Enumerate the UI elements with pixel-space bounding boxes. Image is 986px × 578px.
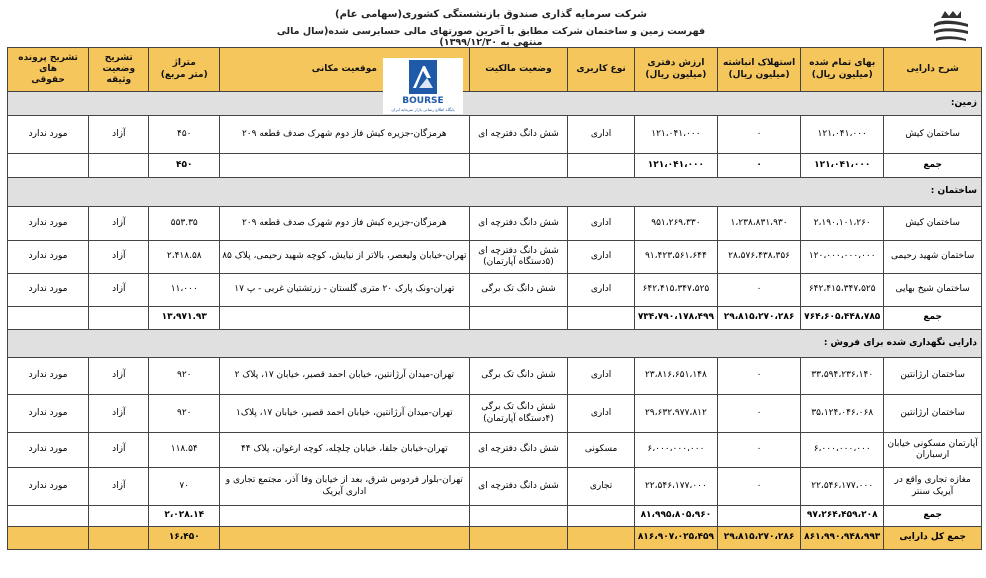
section-title: ساختمان :: [8, 178, 982, 207]
cell-total-depreciation: ۰: [717, 154, 800, 178]
cell-cost: ۳۵،۱۲۴،۰۴۶،۰۶۸: [801, 395, 884, 433]
cell-book-value: ۹۱،۴۲۳،۵۶۱،۶۴۴: [634, 241, 717, 274]
cell-collateral: آزاد: [89, 358, 149, 395]
cell-total-area: ۲،۰۲۸.۱۴: [149, 506, 220, 527]
cell-empty: [89, 307, 149, 330]
cell-empty: [568, 154, 635, 178]
assets-table: [7, 47, 982, 550]
cell-grand-total-cost: ۸۶۱،۹۹۰،۹۴۸،۹۹۳: [801, 527, 884, 550]
cell-empty: [568, 506, 635, 527]
cell-location: تهران-ونک پارک ۲۰ متری گلستان - زرتشتیان غربی - پ ۱۷: [220, 274, 469, 307]
cell-empty: [568, 307, 635, 330]
cell-total-cost: ۱۲۱،۰۴۱،۰۰۰: [801, 154, 884, 178]
cell-depreciation: ۰: [717, 395, 800, 433]
section-row-held-for-sale: [8, 330, 982, 358]
cell-ownership: شش دانگ تک برگی (۴دستگاه آپارتمان): [469, 395, 568, 433]
col-header-depreciation: استهلاک انباشته (میلیون ریال): [717, 48, 800, 92]
section-title: دارایی نگهداری شده برای فروش :: [8, 330, 982, 358]
cell-location: تهران-بلوار فردوس شرق، بعد از خیابان وفا آذر، مجتمع تجاری و اداری آیریک: [220, 468, 469, 506]
cell-collateral: آزاد: [89, 468, 149, 506]
cell-usage: اداری: [568, 207, 635, 241]
cell-depreciation: ۰: [717, 274, 800, 307]
cell-ownership: شش دانگ تک برگی: [469, 358, 568, 395]
cell-ownership: شش دانگ دفترچه ای: [469, 207, 568, 241]
cell-grand-total-label: جمع کل دارایی: [884, 527, 982, 550]
cell-collateral: آزاد: [89, 433, 149, 468]
cell-cost: ۱۲۰،۰۰۰،۰۰۰،۰۰۰: [801, 241, 884, 274]
cell-total-book-value: ۱۲۱،۰۴۱،۰۰۰: [634, 154, 717, 178]
cell-book-value: ۱۲۱،۰۴۱،۰۰۰: [634, 116, 717, 154]
cell-area: ۹۲۰: [149, 395, 220, 433]
cell-legal: مورد ندارد: [8, 274, 89, 307]
cell-cost: ۳۳،۵۹۴،۲۳۶،۱۴۰: [801, 358, 884, 395]
cell-area: ۹۲۰: [149, 358, 220, 395]
cell-grand-total-area: ۱۶،۴۵۰: [149, 527, 220, 550]
cell-total-area: ۴۵۰: [149, 154, 220, 178]
cell-description: ساختمان ارژانتین: [884, 358, 982, 395]
cell-total-cost: ۹۷،۲۶۴،۴۵۹،۲۰۸: [801, 506, 884, 527]
table-row: [8, 116, 982, 154]
col-header-ownership: وضعیت مالکیت: [469, 48, 568, 92]
section-row-buildings: [8, 178, 982, 207]
table-row: [8, 468, 982, 506]
cell-legal: مورد ندارد: [8, 358, 89, 395]
cell-grand-total-book-value: ۸۱۶،۹۰۷،۰۲۵،۴۵۹: [634, 527, 717, 550]
bourse-logo-icon: [383, 58, 463, 114]
col-header-usage: نوع کاربری: [568, 48, 635, 92]
cell-location: تهران-خیابان جلفا، خیابان چلچله، کوچه ارغوان، پلاک ۴۴: [220, 433, 469, 468]
cell-location: تهران-خیابان ولیعصر، بالاتر از نیایش، کوچه شهید رحیمی، پلاک ۸۵: [220, 241, 469, 274]
section-row-land: [8, 92, 982, 116]
bourse-logo-text: BOURSE: [402, 96, 444, 106]
cell-book-value: ۲۹،۶۳۲،۹۷۷،۸۱۲: [634, 395, 717, 433]
cell-empty: [469, 307, 568, 330]
col-header-book-value: ارزش دفتری (میلیون ریال): [634, 48, 717, 92]
table-row: [8, 433, 982, 468]
cell-empty: [89, 527, 149, 550]
subtotal-row-land: [8, 154, 982, 178]
cell-grand-total-depreciation: ۲۹،۸۱۵،۲۷۰،۲۸۶: [717, 527, 800, 550]
cell-empty: [220, 154, 469, 178]
cell-area: ۵۵۳.۳۵: [149, 207, 220, 241]
cell-empty: [469, 506, 568, 527]
cell-collateral: آزاد: [89, 241, 149, 274]
cell-area: ۱۱۸.۵۴: [149, 433, 220, 468]
col-header-location: موقعیت مکانی: [220, 48, 469, 92]
cell-depreciation: ۲۸،۵۷۶،۴۳۸،۳۵۶: [717, 241, 800, 274]
grand-total-row: [8, 527, 982, 550]
cell-ownership: شش دانگ دفترچه ای (۵دستگاه آپارتمان): [469, 241, 568, 274]
cell-ownership: شش دانگ دفترچه ای: [469, 116, 568, 154]
cell-description: ساختمان شهید رحیمی: [884, 241, 982, 274]
cell-legal: مورد ندارد: [8, 395, 89, 433]
cell-legal: مورد ندارد: [8, 468, 89, 506]
cell-total-label: جمع: [884, 506, 982, 527]
cell-usage: اداری: [568, 358, 635, 395]
subtotal-row-held-for-sale: [8, 506, 982, 527]
cell-book-value: ۶۴۲،۴۱۵،۳۴۷،۵۲۵: [634, 274, 717, 307]
col-header-collateral: تشریح وضعیت وثیقه: [89, 48, 149, 92]
col-header-description: شرح دارایی: [884, 48, 982, 92]
cell-depreciation: ۰: [717, 358, 800, 395]
cell-cost: ۲،۱۹۰،۱۰۱،۲۶۰: [801, 207, 884, 241]
cell-usage: مسکونی: [568, 433, 635, 468]
cell-cost: ۶،۰۰۰،۰۰۰،۰۰۰: [801, 433, 884, 468]
section-title: زمین:: [8, 92, 982, 116]
cell-legal: مورد ندارد: [8, 241, 89, 274]
cell-description: ساختمان کیش: [884, 207, 982, 241]
cell-location: تهران-میدان آرژانتین، خیابان احمد قصیر، خیابان ۱۷، پلاک ۲: [220, 358, 469, 395]
cell-total-label: جمع: [884, 307, 982, 330]
cell-cost: ۶۴۲،۴۱۵،۳۴۷،۵۲۵: [801, 274, 884, 307]
cell-description: آپارتمان مسکونی خیابان ارسباران: [884, 433, 982, 468]
cell-empty: [8, 307, 89, 330]
cell-total-area: ۱۳،۹۷۱.۹۳: [149, 307, 220, 330]
cell-usage: اداری: [568, 395, 635, 433]
cell-total-label: جمع: [884, 154, 982, 178]
cell-area: ۲،۴۱۸.۵۸: [149, 241, 220, 274]
cell-usage: تجاری: [568, 468, 635, 506]
cell-total-depreciation: [717, 506, 800, 527]
cell-depreciation: ۰: [717, 116, 800, 154]
document-header: [0, 6, 986, 48]
cell-total-cost: ۷۶۴،۶۰۵،۴۴۸،۷۸۵: [801, 307, 884, 330]
table-row: [8, 395, 982, 433]
cell-area: ۷۰: [149, 468, 220, 506]
cell-usage: اداری: [568, 274, 635, 307]
cell-empty: [568, 527, 635, 550]
table-row: [8, 207, 982, 241]
cell-legal: مورد ندارد: [8, 116, 89, 154]
cell-collateral: آزاد: [89, 207, 149, 241]
col-header-area: متراژ (متر مربع): [149, 48, 220, 92]
table-row: [8, 358, 982, 395]
cell-description: ساختمان شیخ بهایی: [884, 274, 982, 307]
table-row: [8, 274, 982, 307]
cell-ownership: شش دانگ تک برگی: [469, 274, 568, 307]
bourse-watermark: [383, 58, 463, 114]
company-name: شرکت سرمایه گذاری صندوق بازنشستگی کشوری(سهامی عام): [335, 9, 647, 20]
cell-empty: [220, 506, 469, 527]
cell-description: ساختمان کیش: [884, 116, 982, 154]
cell-collateral: آزاد: [89, 274, 149, 307]
cell-ownership: شش دانگ دفترچه ای: [469, 468, 568, 506]
cell-depreciation: ۱،۲۳۸،۸۳۱،۹۳۰: [717, 207, 800, 241]
report-title: فهرست زمین و ساختمان شرکت مطابق با آخرین صورتهای مالی حسابرسی شده(سال مالی منتهی به ۱۳۹۹/۱۲/۳۰): [276, 26, 706, 48]
cell-description: مغازه تجاری واقع در آیریک سنتر: [884, 468, 982, 506]
cell-area: ۱۱،۰۰۰: [149, 274, 220, 307]
cell-ownership: شش دانگ دفترچه ای: [469, 433, 568, 468]
cell-total-book-value: ۸۱،۹۹۵،۸۰۵،۹۶۰: [634, 506, 717, 527]
cell-location: هرمزگان-جزیره کیش فاز دوم شهرک صدف قطعه ۲۰۹: [220, 207, 469, 241]
cell-empty: [89, 506, 149, 527]
table-row: [8, 241, 982, 274]
cell-empty: [469, 154, 568, 178]
cell-total-depreciation: ۲۹،۸۱۵،۲۷۰،۲۸۶: [717, 307, 800, 330]
cell-empty: [220, 307, 469, 330]
cell-empty: [89, 154, 149, 178]
cell-location: هرمزگان-جزیره کیش فاز دوم شهرک صدف قطعه ۲۰۹: [220, 116, 469, 154]
cell-usage: اداری: [568, 241, 635, 274]
cell-cost: ۱۲۱،۰۴۱،۰۰۰: [801, 116, 884, 154]
cell-book-value: ۹۵۱،۲۶۹،۳۳۰: [634, 207, 717, 241]
cell-total-book-value: ۷۳۴،۷۹۰،۱۷۸،۴۹۹: [634, 307, 717, 330]
cell-empty: [8, 527, 89, 550]
cell-book-value: ۲۲،۵۴۶،۱۷۷،۰۰۰: [634, 468, 717, 506]
cell-legal: مورد ندارد: [8, 207, 89, 241]
cell-empty: [8, 506, 89, 527]
cell-empty: [8, 154, 89, 178]
bourse-logo-subtext: پایگاه اطلاع رسانی بازار سرمایه ایران: [391, 107, 455, 112]
cell-empty: [220, 527, 469, 550]
subtotal-row-buildings: [8, 307, 982, 330]
table-header-row: [8, 48, 982, 92]
col-header-legal: تشریح پرونده های حقوقی: [8, 48, 89, 92]
cell-book-value: ۲۳،۸۱۶،۶۵۱،۱۴۸: [634, 358, 717, 395]
cell-cost: ۲۲،۵۴۶،۱۷۷،۰۰۰: [801, 468, 884, 506]
cell-usage: اداری: [568, 116, 635, 154]
cell-area: ۴۵۰: [149, 116, 220, 154]
cell-description: ساختمان ارژانتین: [884, 395, 982, 433]
cell-book-value: ۶،۰۰۰،۰۰۰،۰۰۰: [634, 433, 717, 468]
company-logo-icon: [928, 8, 974, 44]
cell-depreciation: ۰: [717, 468, 800, 506]
cell-legal: مورد ندارد: [8, 433, 89, 468]
cell-empty: [469, 527, 568, 550]
cell-collateral: آزاد: [89, 395, 149, 433]
cell-location: تهران-میدان آرژانتین، خیابان احمد قصیر، خیابان ۱۷، پلاک۱: [220, 395, 469, 433]
cell-collateral: آزاد: [89, 116, 149, 154]
cell-depreciation: ۰: [717, 433, 800, 468]
col-header-cost: بهای تمام شده (میلیون ریال): [801, 48, 884, 92]
